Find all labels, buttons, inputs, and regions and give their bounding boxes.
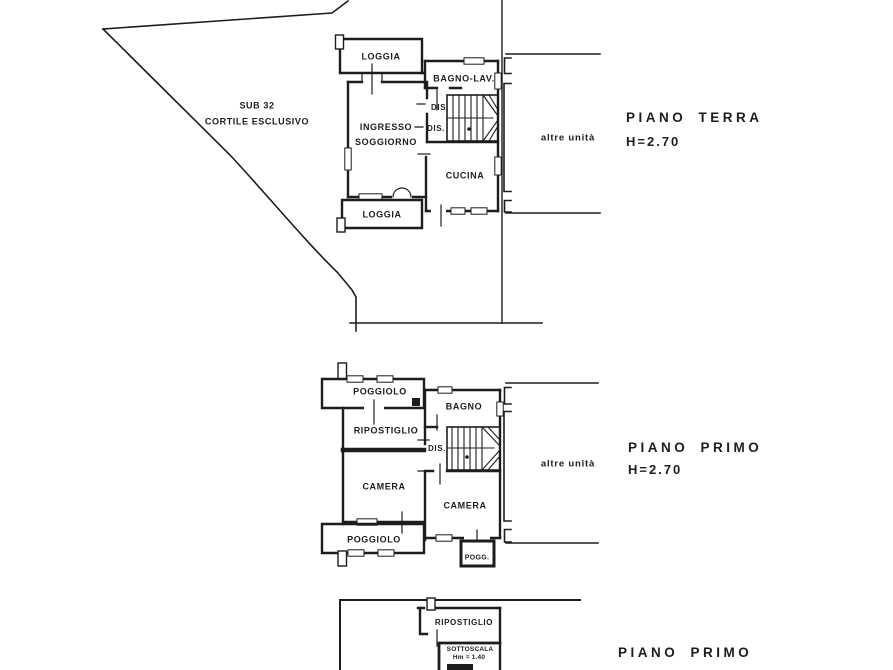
room-label-camera-right: CAMERA — [443, 500, 487, 511]
room-label-dis-lower: DIS. — [427, 124, 445, 133]
floor-title-detail: PIANO PRIMO — [618, 645, 753, 660]
room-label-sottoscala-height: Hm = 1.40 — [452, 653, 486, 661]
room-label-bagno-lav: BAGNO-LAV. — [433, 73, 495, 84]
room-label-cucina: CUCINA — [445, 170, 485, 181]
room-label-dis-upper: DIS. — [431, 103, 449, 112]
adjacent-unit-label-first: altre unità — [540, 458, 596, 470]
room-label-ripostiglio-detail: RIPOSTIGLIO — [434, 618, 494, 627]
courtyard-boundary — [103, 0, 542, 331]
room-label-dis-first: DIS. — [428, 444, 446, 453]
courtyard-name-label: CORTILE ESCLUSIVO — [204, 116, 310, 127]
room-label-loggia-bottom: LOGGIA — [362, 209, 402, 220]
ingresso-line1: INGRESSO — [359, 122, 413, 132]
room-label-ingresso-soggiorno — [355, 120, 417, 150]
floor-title-ground: PIANO TERRA — [626, 110, 763, 125]
floor-title-first: PIANO PRIMO — [628, 440, 763, 455]
room-label-ripostiglio: RIPOSTIGLIO — [353, 425, 419, 436]
room-label-poggiolo-top: POGGIOLO — [353, 386, 407, 397]
floor-height-first: H=2.70 — [628, 462, 683, 477]
room-label-pogg: POGG. — [464, 554, 490, 562]
room-label-bagno: BAGNO — [445, 401, 483, 412]
room-label-loggia-top: LOGGIA — [361, 51, 401, 62]
room-label-poggiolo-bottom: POGGIOLO — [347, 534, 401, 545]
adjacent-unit-label-ground: altre unità — [540, 132, 596, 144]
ingresso-line2: SOGGIORNO — [355, 137, 417, 147]
courtyard-sub-label: SUB 32 — [239, 100, 275, 111]
floor-height-ground: H=2.70 — [626, 134, 681, 149]
room-label-sottoscala: SOTTOSCALA — [446, 645, 494, 653]
room-label-camera-left: CAMERA — [362, 481, 406, 492]
